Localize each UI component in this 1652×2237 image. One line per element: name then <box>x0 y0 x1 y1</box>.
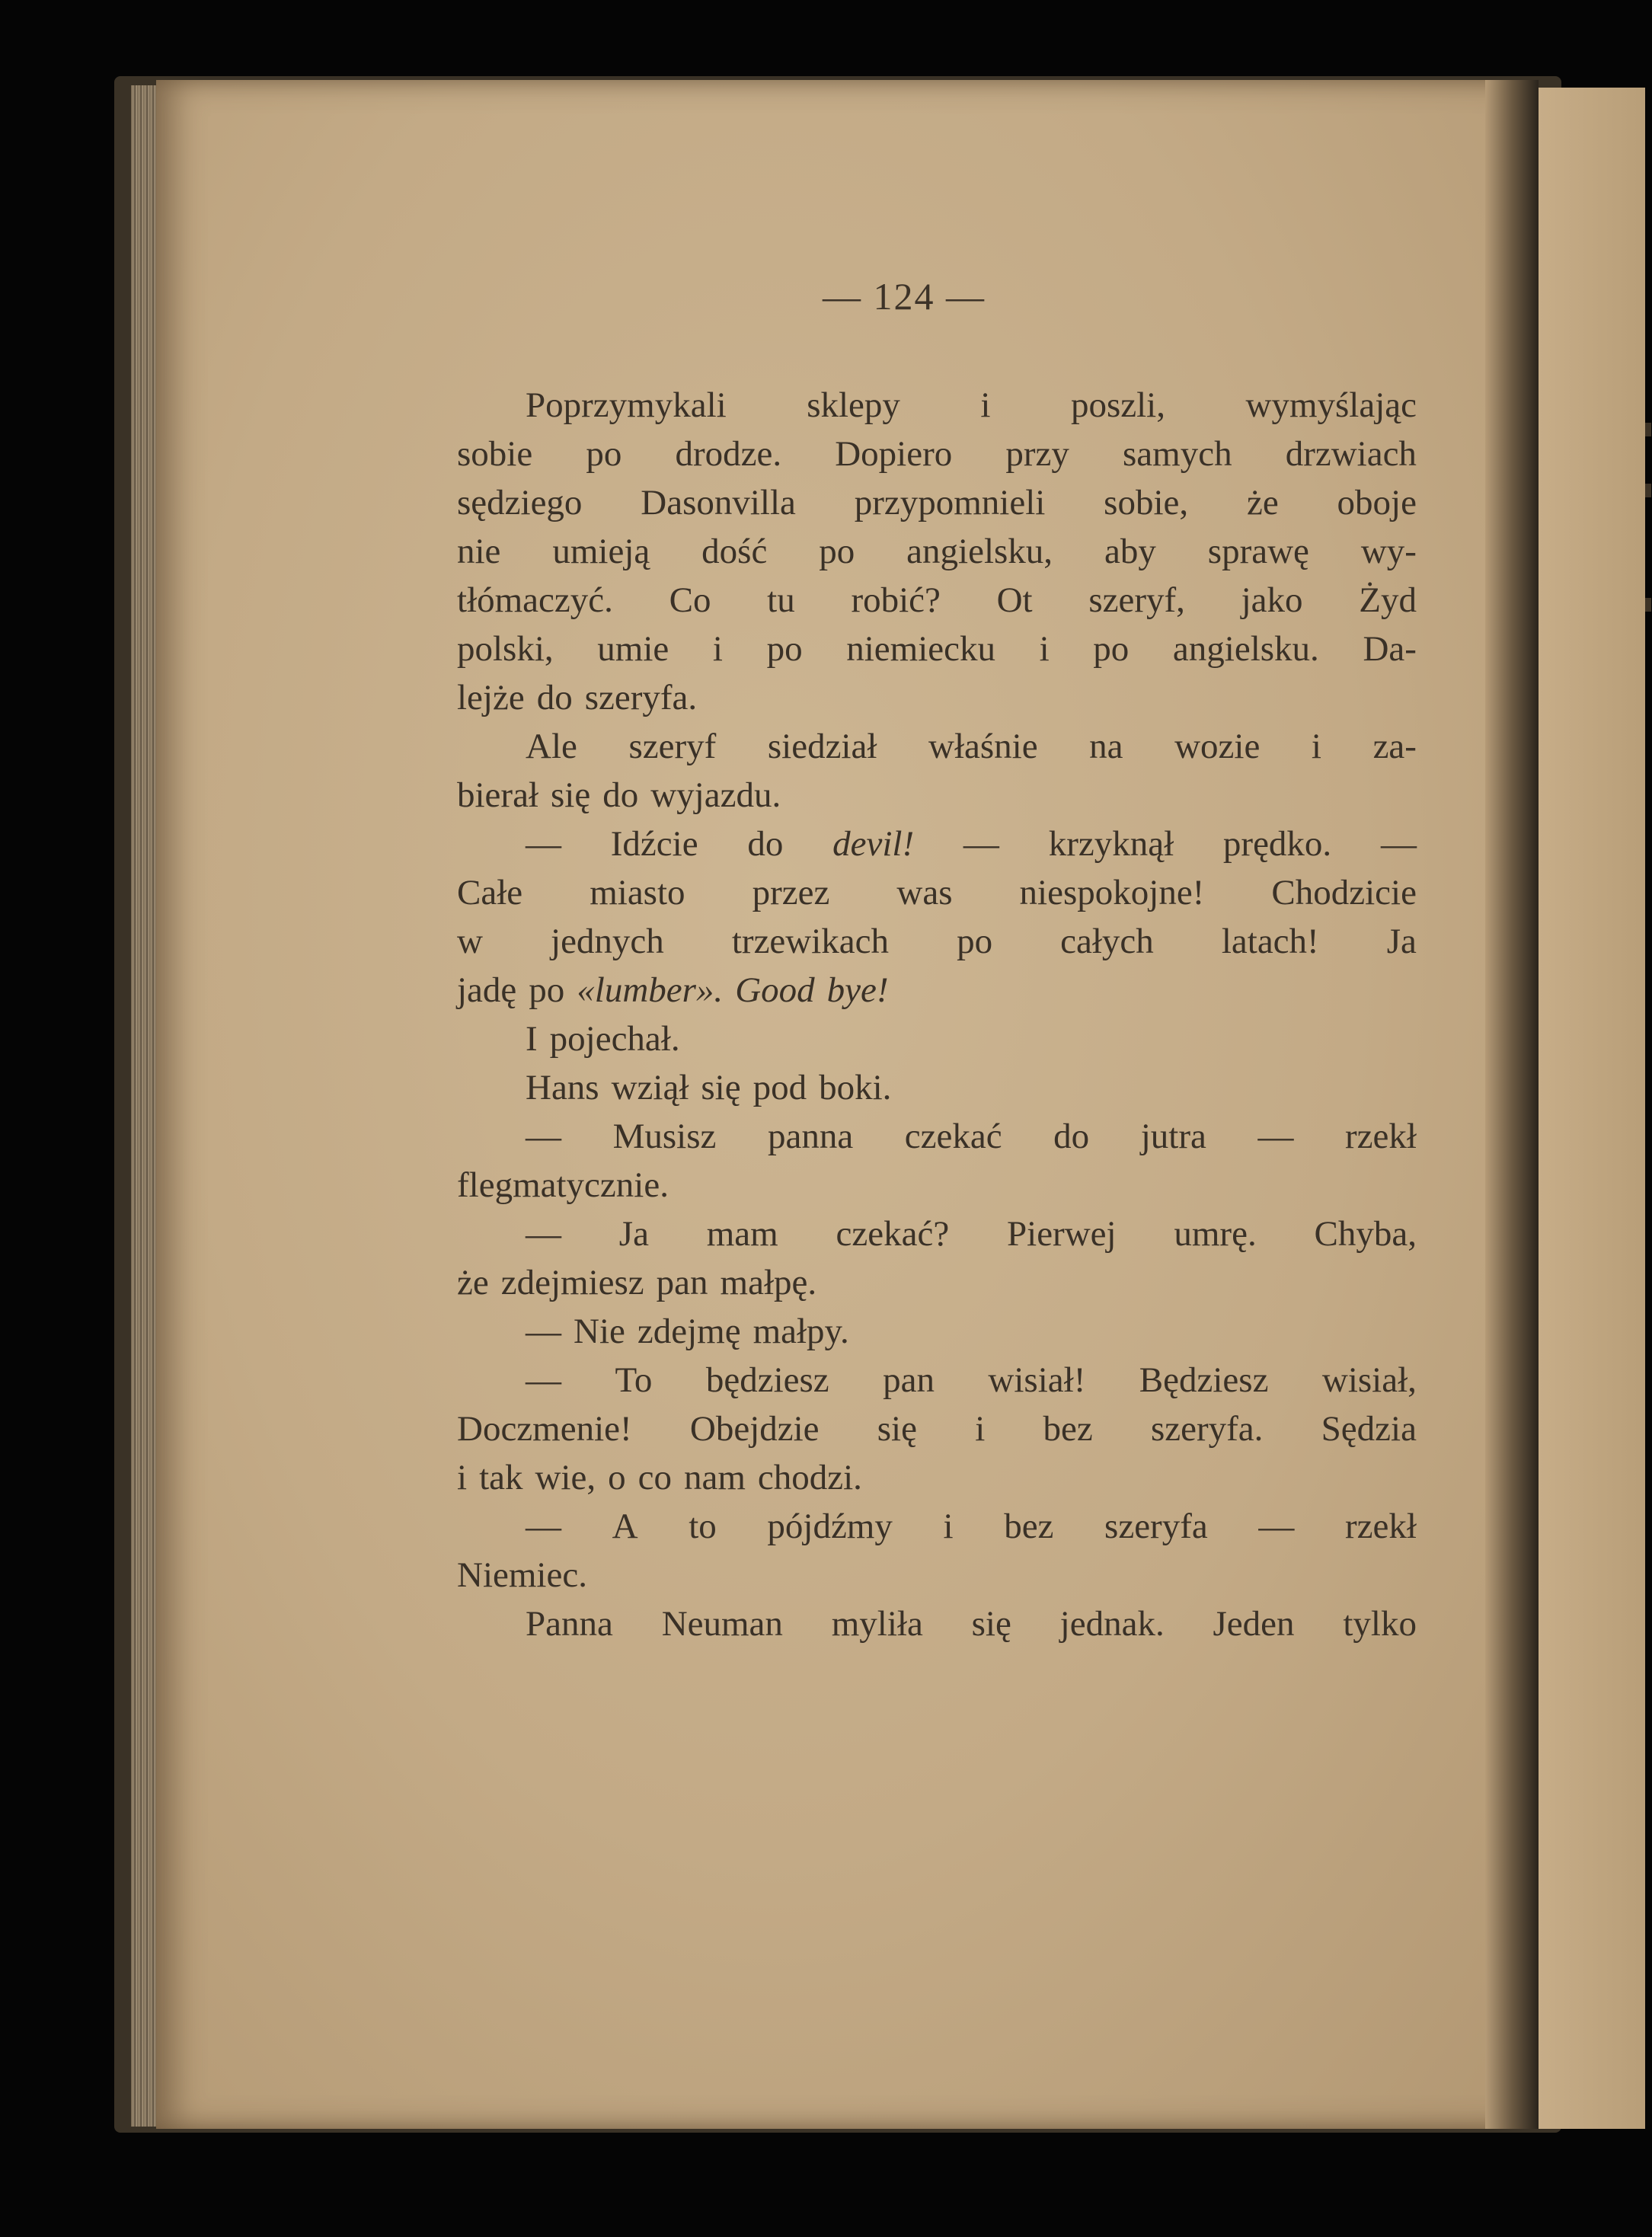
word: miasto <box>590 873 685 912</box>
word: Ja <box>1386 922 1417 961</box>
text-line <box>457 381 1417 430</box>
word: — <box>1258 1507 1295 1546</box>
word: robić? <box>851 580 941 620</box>
text-line <box>457 917 1417 966</box>
word: do <box>602 775 639 815</box>
word: Co <box>669 580 711 620</box>
word: A <box>612 1507 638 1546</box>
word: samych <box>1123 434 1232 474</box>
word: szeryfa. <box>1150 1409 1264 1449</box>
word: — <box>963 824 999 864</box>
word: i <box>712 629 723 669</box>
word: przypomnieli <box>854 483 1046 522</box>
word: zdejmę <box>637 1312 741 1351</box>
word: rzekł <box>1345 1117 1417 1156</box>
word: sędziego <box>457 483 583 522</box>
word: Idźcie <box>610 824 698 864</box>
word: drzwiach <box>1285 434 1417 474</box>
word: Chyba, <box>1314 1214 1417 1254</box>
word: szeryf, <box>1088 580 1185 620</box>
word: oboje <box>1337 483 1417 522</box>
text-line <box>457 868 1417 917</box>
word: — <box>1257 1117 1294 1156</box>
word: Jeden <box>1213 1604 1295 1644</box>
word: bez <box>1004 1507 1054 1546</box>
word: latach! <box>1221 922 1319 961</box>
word: sobie, <box>1104 483 1189 522</box>
word: Całe <box>457 873 523 912</box>
word: — <box>526 1312 561 1351</box>
word: bierał <box>457 775 538 815</box>
word: małpy. <box>753 1312 849 1351</box>
word: to <box>689 1507 717 1546</box>
text-line <box>457 625 1417 673</box>
word: i <box>943 1507 954 1546</box>
word: przez <box>752 873 830 912</box>
word: pojechał. <box>549 1019 680 1059</box>
word: i <box>1039 629 1050 669</box>
word: flegmatycznie. <box>457 1165 669 1205</box>
word: was <box>896 873 953 912</box>
italic-word: Good <box>735 970 815 1010</box>
text-line <box>457 1112 1417 1161</box>
facing-page-letter-fragment <box>1645 598 1651 612</box>
italic-word: «lumber». <box>577 970 724 1010</box>
word: Żyd <box>1359 580 1417 620</box>
word: Chodzicie <box>1271 873 1417 912</box>
word: jednych <box>551 922 664 961</box>
text-line <box>457 1161 1417 1210</box>
word: sobie <box>457 434 533 474</box>
word: że <box>1246 483 1279 522</box>
word: wozie <box>1174 727 1261 766</box>
word: wisiał! <box>988 1360 1086 1400</box>
word: po <box>766 629 803 669</box>
word: — <box>1380 824 1417 864</box>
word: polski, <box>457 629 554 669</box>
word: po <box>819 532 855 571</box>
word: Poprzymykali <box>526 385 727 425</box>
word: czekać? <box>836 1214 950 1254</box>
word: umieją <box>552 532 650 571</box>
text-line <box>457 1356 1417 1405</box>
word: sprawę <box>1207 532 1309 571</box>
word: małpę. <box>720 1263 817 1302</box>
word: i <box>975 1409 986 1449</box>
word: jadę <box>457 970 517 1010</box>
word: się <box>701 1068 741 1107</box>
word: po <box>529 970 565 1010</box>
word: o <box>608 1458 626 1497</box>
word: Dasonvilla <box>641 483 796 522</box>
text-line <box>457 527 1417 576</box>
word: aby <box>1104 532 1156 571</box>
word: Pierwej <box>1007 1214 1117 1254</box>
word: niespokojne! <box>1019 873 1205 912</box>
word: szeryf <box>628 727 717 766</box>
text-line <box>457 430 1417 478</box>
word: Musisz <box>612 1117 717 1156</box>
body-text <box>457 381 1417 1648</box>
word: po <box>1093 629 1130 669</box>
word: do <box>1053 1117 1090 1156</box>
text-line <box>457 722 1417 771</box>
word: się <box>551 775 591 815</box>
book-gutter <box>1485 80 1539 2129</box>
word: Da- <box>1363 629 1417 669</box>
word: siedział <box>767 727 877 766</box>
word: nam <box>683 1458 746 1497</box>
word: Doczmenie! <box>457 1409 632 1449</box>
word: tłómaczyć. <box>457 580 613 620</box>
word: tylko <box>1343 1604 1417 1644</box>
text-line <box>457 1063 1417 1112</box>
text-line <box>457 966 1417 1015</box>
word: zdejmiesz <box>500 1263 644 1302</box>
word: Sędzia <box>1321 1409 1417 1449</box>
word: umrę. <box>1174 1214 1257 1254</box>
text-line <box>457 1502 1417 1551</box>
word: po <box>957 922 993 961</box>
word: i <box>457 1458 468 1497</box>
word: wie, <box>535 1458 596 1497</box>
word: jako <box>1241 580 1303 620</box>
word: bez <box>1043 1409 1093 1449</box>
facing-page-edge <box>1539 88 1645 2129</box>
italic-word: devil! <box>832 824 915 864</box>
word: się <box>971 1604 1011 1644</box>
text-line <box>457 1210 1417 1258</box>
word: Ot <box>996 580 1033 620</box>
word: i <box>1311 727 1321 766</box>
text-line <box>457 673 1417 722</box>
page-number: — 124 — <box>823 275 986 318</box>
text-line <box>457 1551 1417 1599</box>
word: wziął <box>611 1068 689 1107</box>
text-line <box>457 1258 1417 1307</box>
word: myliła <box>831 1604 923 1644</box>
word: że <box>457 1263 489 1302</box>
word: pan <box>883 1360 935 1400</box>
word: I <box>526 1019 538 1059</box>
word: — <box>526 1117 561 1156</box>
word: będziesz <box>705 1360 829 1400</box>
word: pójdźmy <box>767 1507 893 1546</box>
word: trzewikach <box>731 922 890 961</box>
word: właśnie <box>928 727 1038 766</box>
word: sklepy <box>807 385 900 425</box>
word: Nie <box>574 1312 625 1351</box>
text-line <box>457 1599 1417 1648</box>
word: — <box>526 824 561 864</box>
text-line <box>457 576 1417 625</box>
word: po <box>586 434 622 474</box>
word: panna <box>767 1117 854 1156</box>
text-line <box>457 1015 1417 1063</box>
word: Dopiero <box>835 434 953 474</box>
word: jednak. <box>1059 1604 1165 1644</box>
italic-word: bye! <box>826 970 889 1010</box>
word: boki. <box>819 1068 892 1107</box>
text-line <box>457 1307 1417 1356</box>
word: Niemiec. <box>457 1555 587 1595</box>
word: co <box>637 1458 672 1497</box>
text-line <box>457 478 1417 527</box>
word: — <box>526 1507 561 1546</box>
word: pod <box>753 1068 807 1107</box>
word: tak <box>479 1458 523 1497</box>
word: za- <box>1372 727 1417 766</box>
word: Będziesz <box>1139 1360 1269 1400</box>
word: — <box>526 1360 561 1400</box>
word: angielsku. <box>1172 629 1319 669</box>
word: lejże <box>457 678 525 717</box>
text-line <box>457 771 1417 820</box>
word: prędko. <box>1222 824 1332 864</box>
word: Ja <box>618 1214 649 1254</box>
word: wyjazdu. <box>650 775 781 815</box>
word: Ale <box>526 727 577 766</box>
word: angielsku, <box>906 532 1053 571</box>
word: szeryfa <box>1104 1507 1208 1546</box>
word: Obejdzie <box>689 1409 820 1449</box>
word: mam <box>706 1214 778 1254</box>
word: w <box>457 922 483 961</box>
word: nie <box>457 532 501 571</box>
word: szeryfa. <box>584 678 698 717</box>
text-line <box>457 1405 1417 1453</box>
word: się <box>877 1409 917 1449</box>
word: pan <box>656 1263 708 1302</box>
word: Panna <box>526 1604 613 1644</box>
word: — <box>526 1214 561 1254</box>
word: umie <box>597 629 669 669</box>
word: Neuman <box>661 1604 783 1644</box>
text-line <box>457 820 1417 868</box>
word: wisiał, <box>1321 1360 1417 1400</box>
word: poszli, <box>1070 385 1165 425</box>
facing-page-letter-fragment <box>1645 484 1651 497</box>
word: wy- <box>1360 532 1417 571</box>
word: To <box>615 1360 653 1400</box>
word: do <box>747 824 784 864</box>
facing-page-letter-fragment <box>1645 423 1651 436</box>
word: niemiecku <box>846 629 995 669</box>
word: tu <box>767 580 795 620</box>
word: drodze. <box>675 434 782 474</box>
word: Hans <box>526 1068 599 1107</box>
word: i <box>980 385 991 425</box>
word: rzekł <box>1344 1507 1417 1546</box>
word: na <box>1089 727 1123 766</box>
word: wymyślając <box>1245 385 1417 425</box>
word: przy <box>1005 434 1069 474</box>
word: dość <box>701 532 768 571</box>
word: czekać <box>904 1117 1002 1156</box>
word: jutra <box>1140 1117 1206 1156</box>
word: całych <box>1060 922 1154 961</box>
word: chodzi. <box>757 1458 862 1497</box>
word: do <box>536 678 573 717</box>
word: krzyknął <box>1048 824 1174 864</box>
text-line <box>457 1453 1417 1502</box>
